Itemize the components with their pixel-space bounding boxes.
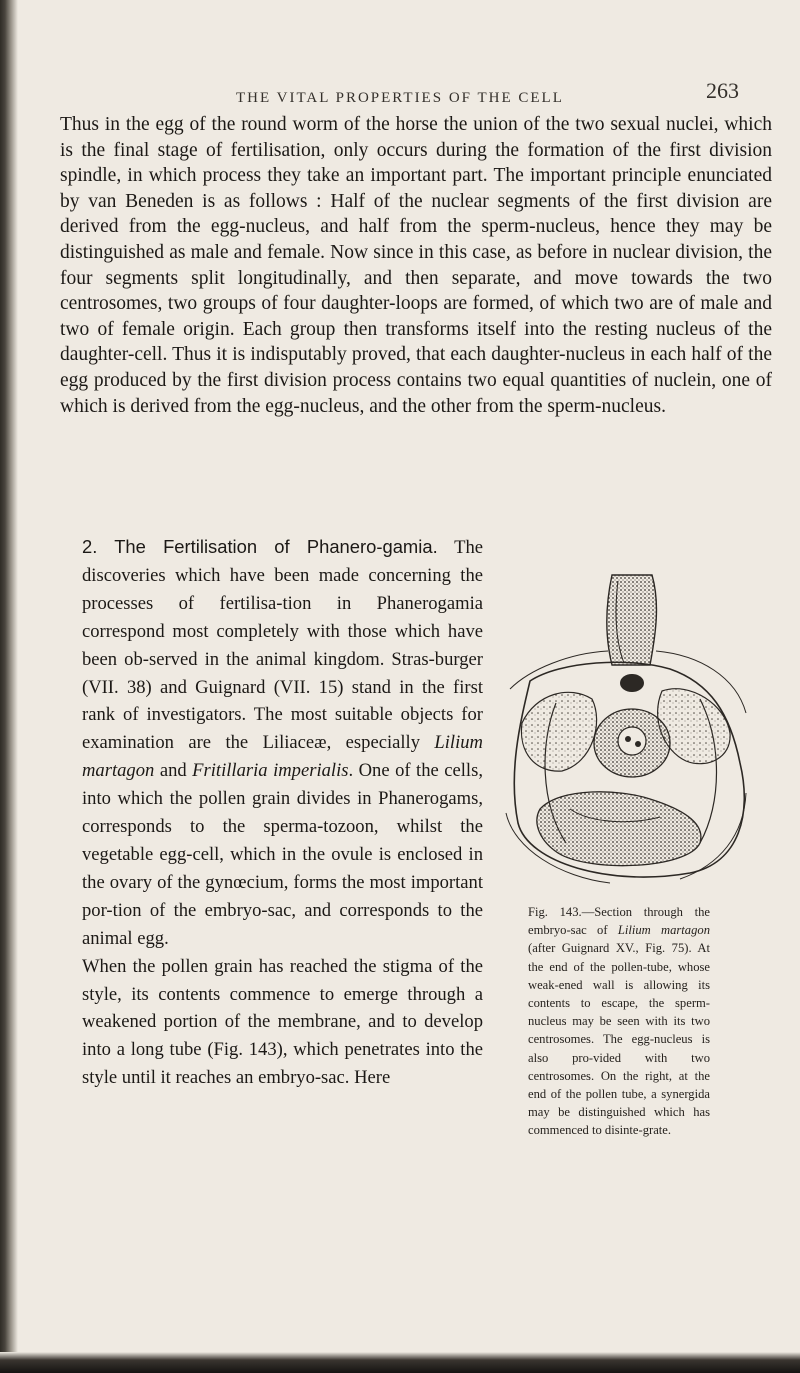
species-lilium: Lilium martagon bbox=[82, 732, 483, 782]
species-fritillaria: Fritillaria imperialis bbox=[192, 760, 349, 782]
figure-143-illustration bbox=[500, 573, 752, 891]
page-left-shadow bbox=[0, 0, 18, 1373]
caption-text-a: —Section through the embryo-sac of bbox=[528, 905, 710, 938]
tissue-stroke-1 bbox=[510, 651, 608, 689]
section-heading: 2. The Fertilisation of Phanero-gamia. bbox=[82, 536, 438, 557]
paragraph-1: Thus in the egg of the round worm of the horse the union of the two sexual nuclei, which is the final stage of fertilisation, only occurs during the formation of the first division spindle, in which process they take an important part. The important principle enunciated by van Beneden is as follows : Half of the nuclear segments of the first division are derived from the egg-nucleus, and half from the sperm-nucleus, hence they may be distinguished as male and female. Now since in this case, as before in nuclear division, the four segments split longitudinally, and then separate, and move towards the two centrosomes, two groups of four daughter-loops are formed, of which two are of male and two of female origin. Each group then transforms itself into the resting nucleus of the daughter-cell. Thus it is indisputably proved, that each daughter-nucleus in each half of the egg produced by the first division process contains two equal quantities of nuclein, one of which is derived from the egg-nucleus, and the other from the sperm-nucleus. bbox=[60, 114, 772, 417]
page-number: 263 bbox=[706, 78, 739, 103]
text-column bbox=[60, 533, 483, 1092]
paragraph-2-text-b: and bbox=[154, 760, 193, 782]
paragraph-2-text-c: . One of the cells, into which the pollen grain divides in Phanerogams, corresponds to the sperma-tozoon, whilst the vegetable egg-cell, which in the ovule is enclosed in the ovary of the gynœcium, forms the most important por-tion of the embryo-sac, and corresponds to the animal egg. bbox=[82, 760, 483, 949]
paragraph-3: When the pollen grain has reached the stigma of the style, its contents commence to emerge through a weakened portion of the membrane, and to develop into a long tube (Fig. 143), which penetrates into the style until it reaches an embryo-sac. Here bbox=[82, 955, 483, 1089]
synergid-left bbox=[521, 692, 596, 771]
sperm-nucleus bbox=[620, 674, 644, 692]
running-head: THE VITAL PROPERTIES OF THE CELL bbox=[236, 90, 564, 106]
caption-species: Lilium martagon bbox=[617, 923, 710, 938]
pollen-tube bbox=[607, 575, 657, 665]
caption-label: Fig. 143. bbox=[528, 905, 582, 919]
centrosome-1 bbox=[625, 736, 631, 742]
figure-caption bbox=[528, 903, 710, 1140]
page-bottom-shadow bbox=[0, 1352, 800, 1373]
caption-text-b: (after Guignard XV., Fig. 75). At the end of the pollen-tube, whose weak-ened wall is allowing its contents to escape, the sperm-nucleus may be seen with its two centrosomes. The egg-nucleus is also pro-vided with two centrosomes. On the right, at the end of the pollen tube, a synergida may be distinguished which has commenced to disinte-grate. bbox=[528, 941, 710, 1138]
egg-nucleus bbox=[618, 727, 646, 755]
paragraph-2-text-a: The discoveries which have been made concerning the processes of fertilisa-tion in Phanerogamia correspond most completely with those which have been ob-served in the animal kingdom. Stras-burger (VII. 38) and Guignard (VII. 15) stand in the first rank of investigators. The most suitable objects for examination are the Liliaceæ, especially bbox=[82, 537, 483, 754]
centrosome-2 bbox=[635, 741, 641, 747]
basal-cells bbox=[537, 792, 701, 866]
paragraph-2 bbox=[60, 533, 483, 953]
